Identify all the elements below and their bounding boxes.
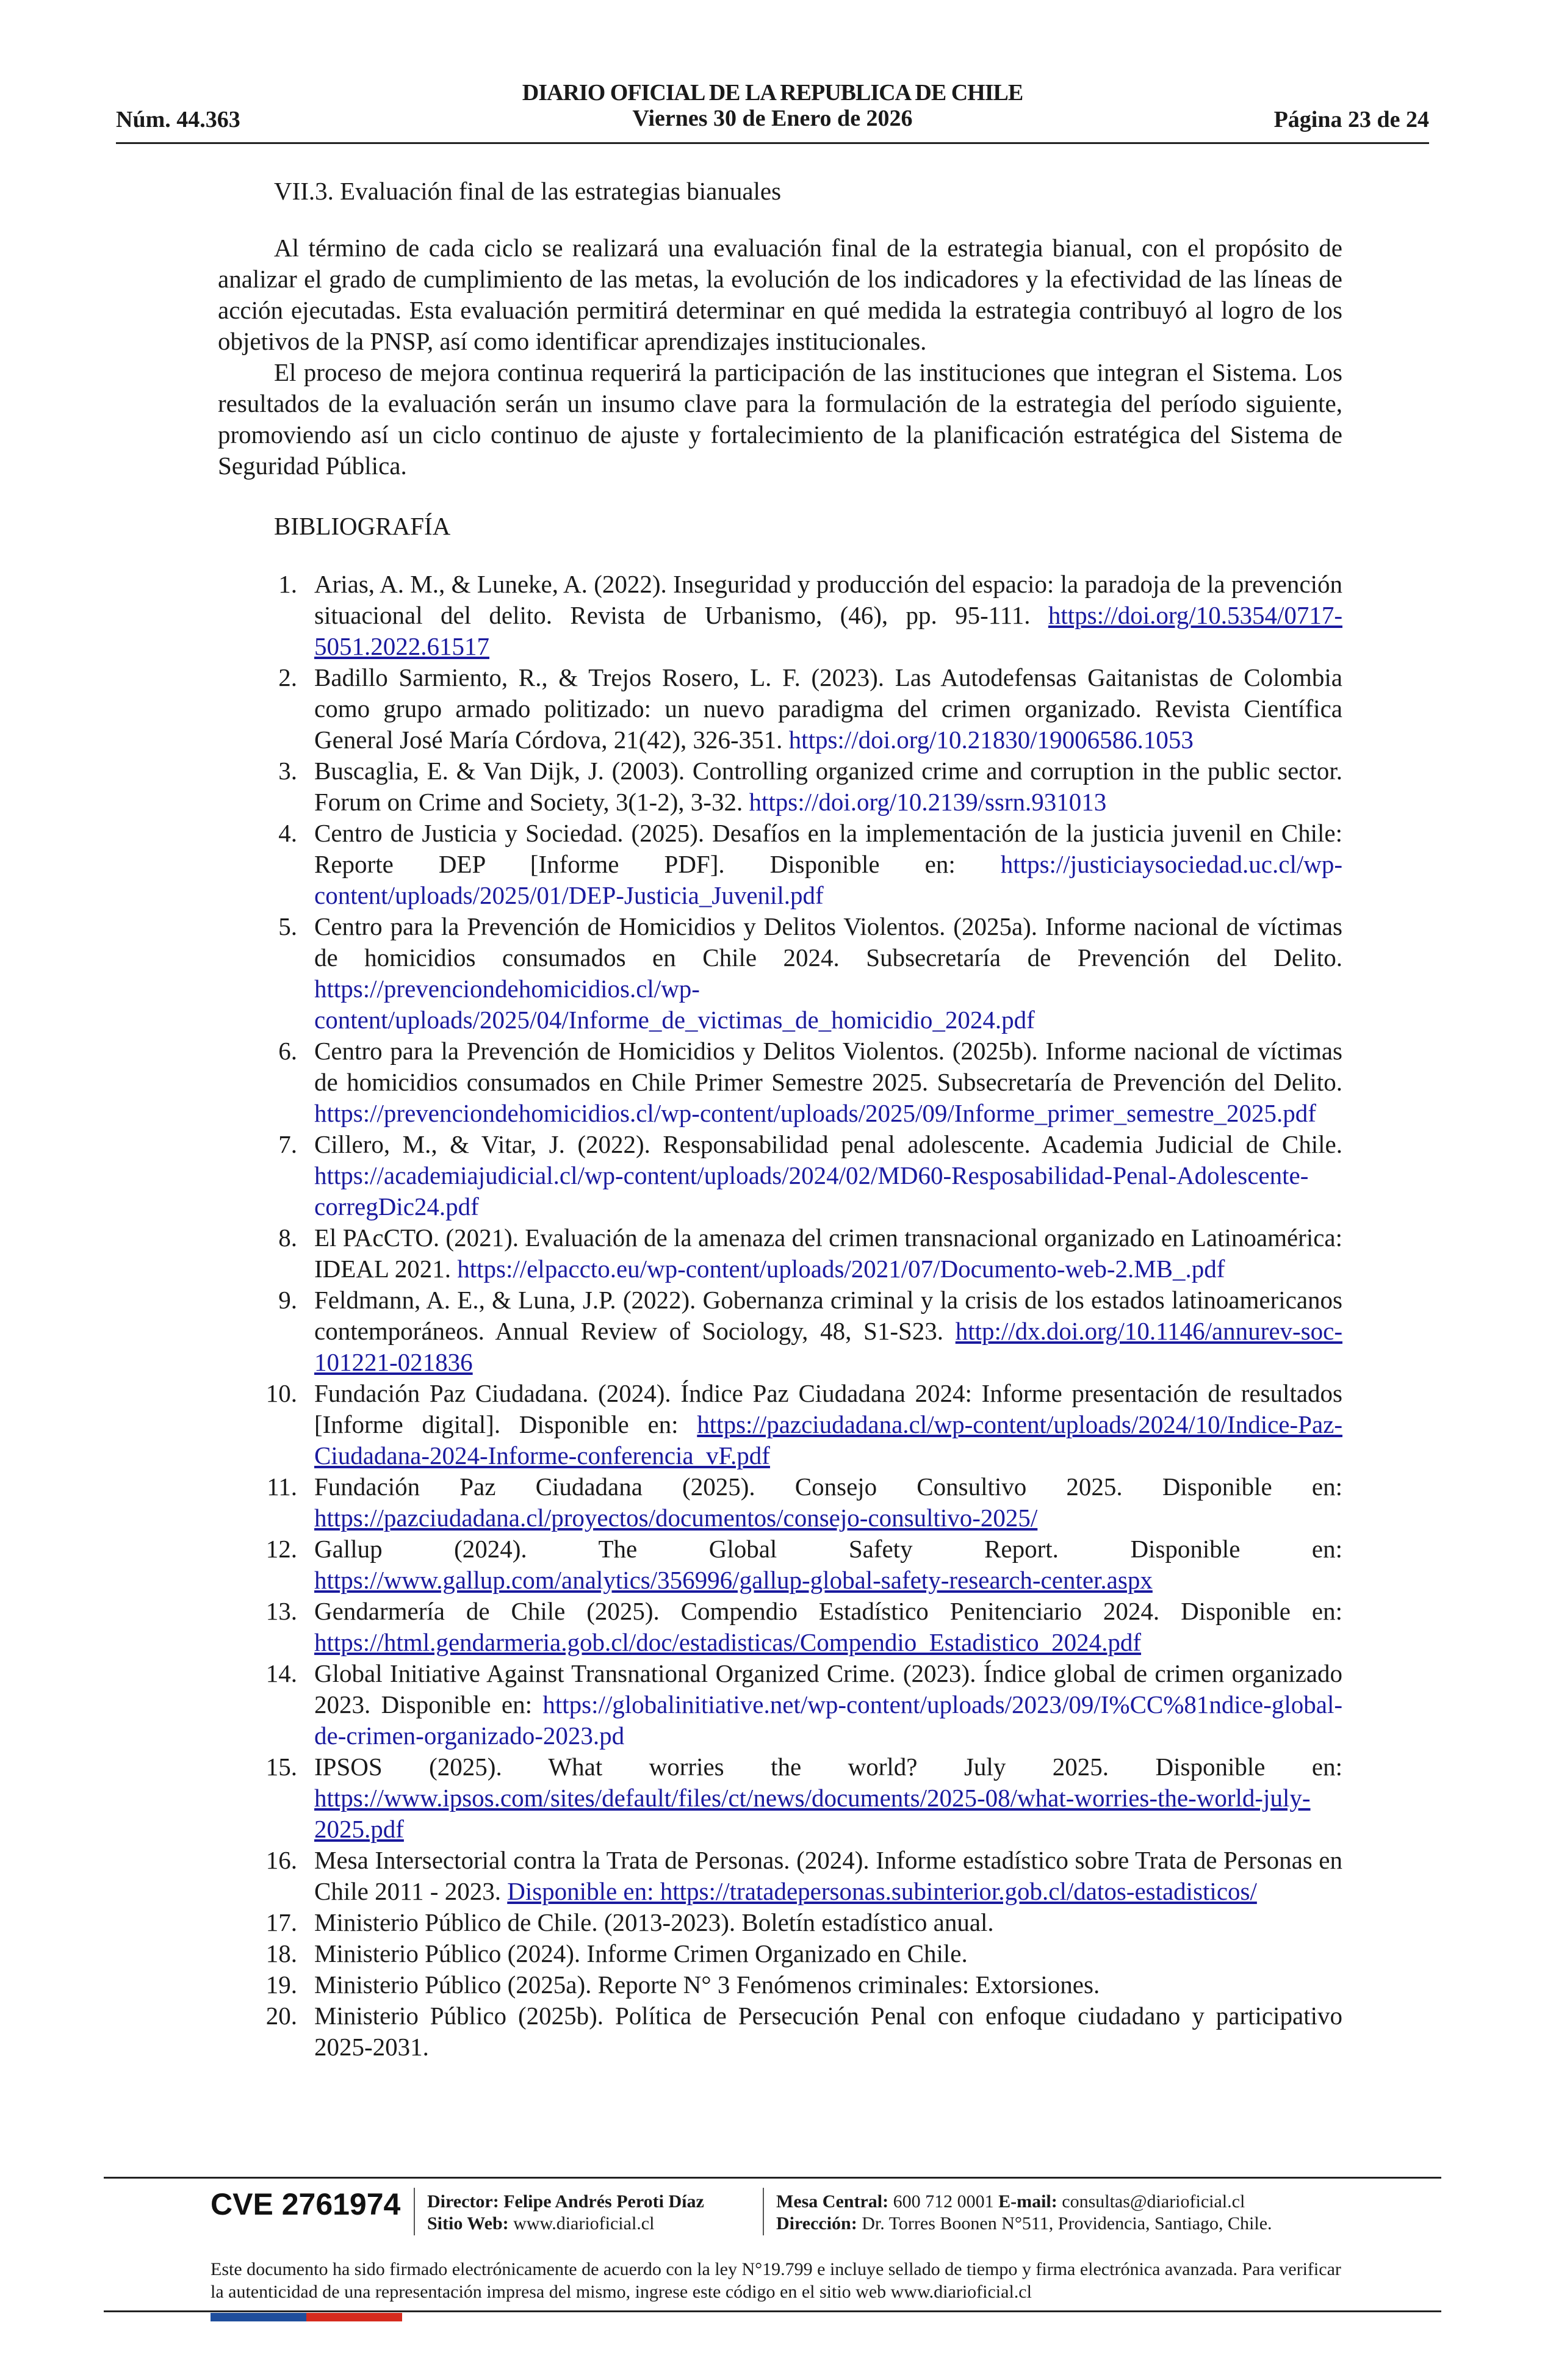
section-heading: VII.3. Evaluación final de las estrategias bianuales <box>274 177 782 205</box>
reference-text: Gallup (2024). The Global Safety Report. Disponible en: <box>314 1535 1342 1563</box>
footer-divider-top <box>104 2177 1441 2179</box>
reference-number: 4. <box>278 819 297 847</box>
reference-text: Ministerio Público (2024). Informe Crimen Organizado en Chile. <box>314 1939 968 1967</box>
reference-item <box>218 1378 1342 1471</box>
reference-item <box>218 1938 1342 1969</box>
bibliography-list <box>218 569 1342 2063</box>
reference-item <box>218 755 1342 818</box>
reference-item <box>218 1036 1342 1129</box>
reference-link[interactable]: https://html.gendarmeria.gob.cl/doc/estadisticas/Compendio_Estadistico_2024.pdf <box>314 1628 1142 1656</box>
footer-divider-bottom <box>104 2310 1441 2312</box>
reference-number: 12. <box>265 1535 297 1563</box>
reference-number: 9. <box>278 1286 297 1314</box>
reference-item <box>218 569 1342 662</box>
reference-text: IPSOS (2025). What worries the world? July 2025. Disponible en: <box>314 1753 1342 1781</box>
publication-title: DIARIO OFICIAL DE LA REPUBLICA DE CHILE <box>522 80 1023 106</box>
reference-number: 3. <box>278 757 297 785</box>
reference-text: Mesa Intersectorial contra la Trata de Personas. (2024). Informe estadístico sobre Trata de Personas en Chile 2011 - 2023. <box>314 1846 1342 1905</box>
reference-text: Gendarmería de Chile (2025). Compendio Estadístico Penitenciario 2024. Disponible en: <box>314 1597 1342 1625</box>
website-label: Sitio Web: <box>427 2213 509 2234</box>
legal-note: Este documento ha sido firmado electrónicamente de acuerdo con la ley N°19.799 e incluye sellado de tiempo y firma electrónica avanzada. Para verificar la autenticidad de una representación impresa del mismo, ingrese este código en el sitio web www.diarioficial.cl <box>211 2259 1341 2302</box>
director-label: Director: <box>427 2191 499 2212</box>
reference-link[interactable]: https://pazciudadana.cl/proyectos/documentos/consejo-consultivo-2025/ <box>314 1504 1038 1532</box>
bibliography-heading: BIBLIOGRAFÍA <box>274 512 451 540</box>
reference-link[interactable]: https://academiajudicial.cl/wp-content/uploads/2024/02/MD60-Resposabilidad-Penal-Adolescente-corregDic24.pdf <box>314 1161 1309 1221</box>
website[interactable]: www.diarioficial.cl <box>513 2213 655 2234</box>
reference-item <box>218 2000 1342 2063</box>
reference-number: 13. <box>265 1597 297 1625</box>
reference-link[interactable]: https://prevenciondehomicidios.cl/wp-content/uploads/2025/09/Informe_primer_semestre_2025.pdf <box>314 1099 1316 1127</box>
address-label: Dirección: <box>776 2213 857 2234</box>
reference-number: 20. <box>265 2002 297 2030</box>
page-number: Página 23 de 24 <box>1273 107 1429 132</box>
reference-item <box>218 1969 1342 2000</box>
reference-number: 8. <box>278 1224 297 1252</box>
email-label: E-mail: <box>998 2191 1057 2212</box>
reference-link[interactable]: https://doi.org/10.21830/19006586.1053 <box>788 726 1194 754</box>
reference-item <box>218 911 1342 1036</box>
reference-number: 10. <box>265 1379 297 1407</box>
director-name: Felipe Andrés Peroti Díaz <box>503 2191 704 2212</box>
reference-number: 7. <box>278 1130 297 1158</box>
reference-text: Ministerio Público (2025b). Política de Persecución Penal con enfoque ciudadano y participativo 2025-2031. <box>314 2002 1342 2061</box>
reference-number: 6. <box>278 1037 297 1065</box>
reference-text: Centro para la Prevención de Homicidios y Delitos Violentos. (2025a). Informe nacional de víctimas de homicidios consumados en Chile 2024. Subsecretaría de Prevención del Delito. <box>314 912 1342 972</box>
reference-number: 18. <box>265 1939 297 1967</box>
reference-link[interactable]: https://justiciaysociedad.uc.cl/wp-content/uploads/2025/01/DEP-Justicia_Juvenil.pdf <box>314 850 1342 909</box>
reference-item <box>218 1845 1342 1907</box>
footer-separator <box>414 2188 415 2235</box>
reference-link[interactable]: https://elpaccto.eu/wp-content/uploads/2021/07/Documento-web-2.MB_.pdf <box>457 1255 1225 1283</box>
flag-stripe-red <box>306 2313 402 2321</box>
footer-director-block <box>427 2191 704 2235</box>
footer-separator <box>763 2188 764 2235</box>
reference-item <box>218 662 1342 755</box>
reference-item <box>218 1534 1342 1596</box>
flag-stripe-blue <box>211 2313 306 2321</box>
paragraph: El proceso de mejora continua requerirá la participación de las instituciones que integran el Sistema. Los resultados de la evaluación serán un insumo clave para la formulación de la estrategia del período siguiente, promoviendo así un ciclo continuo de ajuste y fortalecimiento de la planificación estratégica del Sistema de Seguridad Pública. <box>218 358 1342 480</box>
reference-item <box>218 1907 1342 1938</box>
reference-number: 5. <box>278 912 297 940</box>
header-divider <box>116 142 1429 144</box>
reference-text: Centro de Justicia y Sociedad. (2025). Desafíos en la implementación de la justicia juvenil en Chile: Reporte DEP [Informe PDF]. Disponible en: <box>314 819 1342 878</box>
reference-link[interactable]: https://globalinitiative.net/wp-content/uploads/2023/09/I%CC%81ndice-global-de-crimen-organizado-2023.pd <box>314 1690 1342 1750</box>
reference-text: Fundación Paz Ciudadana. (2024). Índice Paz Ciudadana 2024: Informe presentación de resultados [Informe digital]. Disponible en: <box>314 1379 1342 1438</box>
reference-number: 16. <box>265 1846 297 1874</box>
issue-number: Núm. 44.363 <box>116 107 240 132</box>
reference-link[interactable]: https://doi.org/10.2139/ssrn.931013 <box>749 788 1107 816</box>
reference-item <box>218 1596 1342 1658</box>
reference-link[interactable]: Disponible en: https://tratadepersonas.subinterior.gob.cl/datos-estadisticos/ <box>507 1877 1257 1905</box>
reference-number: 2. <box>278 663 297 691</box>
reference-number: 15. <box>265 1753 297 1781</box>
reference-item <box>218 1471 1342 1534</box>
reference-number: 14. <box>265 1659 297 1687</box>
page-header <box>116 73 1429 144</box>
reference-text: Ministerio Público (2025a). Reporte N° 3 Fenómenos criminales: Extorsiones. <box>314 1971 1100 1999</box>
reference-text: Buscaglia, E. & Van Dijk, J. (2003). Controlling organized crime and corruption in the public sector. Forum on Crime and Society, 3(1-2), 3-32. <box>314 757 1342 816</box>
reference-item <box>218 1658 1342 1751</box>
reference-number: 11. <box>267 1473 297 1501</box>
footer-contact-block <box>776 2191 1272 2235</box>
phone: 600 712 0001 <box>893 2191 994 2212</box>
reference-link[interactable]: https://doi.org/10.5354/0717-5051.2022.61517 <box>314 601 1342 660</box>
cve-code: CVE 2761974 <box>211 2187 401 2221</box>
reference-text: El PAcCTO. (2021). Evaluación de la amenaza del crimen transnacional organizado en Latinoamérica: IDEAL 2021. <box>314 1224 1342 1283</box>
paragraph: Al término de cada ciclo se realizará una evaluación final de la estrategia bianual, con el propósito de analizar el grado de cumplimiento de las metas, la evolución de los indicadores y la efectividad de las líneas de acción ejecutadas. Esta evaluación permitirá determinar en qué medida la estrategia contribuyó al logro de los objetivos de la PNSP, así como identificar aprendizajes institucionales. <box>218 234 1342 355</box>
reference-text: Feldmann, A. E., & Luna, J.P. (2022). Gobernanza criminal y la crisis de los estados latinoamericanos contemporáneos. Annual Review of Sociology, 48, S1-S23. <box>314 1286 1342 1345</box>
reference-link[interactable]: http://dx.doi.org/10.1146/annurev-soc-101221-021836 <box>314 1317 1342 1376</box>
reference-item <box>218 1751 1342 1845</box>
reference-text: Fundación Paz Ciudadana (2025). Consejo Consultivo 2025. Disponible en: <box>314 1473 1342 1501</box>
reference-text: Badillo Sarmiento, R., & Trejos Rosero, L. F. (2023). Las Autodefensas Gaitanistas de Colombia como grupo armado politizado: un nuevo paradigma del crimen organizado. Revista Científica General José María Córdova, 21(42), 326-351. <box>314 663 1342 754</box>
reference-text: Cillero, M., & Vitar, J. (2022). Responsabilidad penal adolescente. Academia Judicial de Chile. <box>314 1130 1342 1158</box>
reference-link[interactable]: https://www.gallup.com/analytics/356996/gallup-global-safety-research-center.aspx <box>314 1566 1153 1594</box>
reference-link[interactable]: https://www.ipsos.com/sites/default/files/ct/news/documents/2025-08/what-worries-the-world-july-2025.pdf <box>314 1784 1311 1843</box>
phone-label: Mesa Central: <box>776 2191 889 2212</box>
address: Dr. Torres Boonen N°511, Providencia, Santiago, Chile. <box>862 2213 1272 2234</box>
document-body <box>218 176 1342 2063</box>
reference-link[interactable]: https://pazciudadana.cl/wp-content/uploads/2024/10/Indice-Paz-Ciudadana-2024-Informe-conferencia_vF.pdf <box>314 1410 1342 1469</box>
reference-link[interactable]: https://prevenciondehomicidios.cl/wp-content/uploads/2025/04/Informe_de_victimas_de_homicidio_2024.pdf <box>314 975 1035 1034</box>
reference-text: Arias, A. M., & Luneke, A. (2022). Inseguridad y producción del espacio: la paradoja de la prevención situacional del delito. Revista de Urbanismo, (46), pp. 95-111. <box>314 570 1342 629</box>
reference-text: Global Initiative Against Transnational Organized Crime. (2023). Índice global de crimen organizado 2023. Disponible en: <box>314 1659 1342 1718</box>
reference-item <box>218 1129 1342 1222</box>
reference-number: 17. <box>265 1908 297 1936</box>
reference-text: Ministerio Público de Chile. (2013-2023). Boletín estadístico anual. <box>314 1908 994 1936</box>
reference-text: Centro para la Prevención de Homicidios y Delitos Violentos. (2025b). Informe nacional de víctimas de homicidios consumados en Chile Primer Semestre 2025. Subsecretaría de Prevención del Delito. <box>314 1037 1342 1096</box>
reference-item <box>218 818 1342 911</box>
reference-number: 19. <box>265 1971 297 1999</box>
email[interactable]: consultas@diarioficial.cl <box>1062 2191 1245 2212</box>
reference-item <box>218 1222 1342 1285</box>
reference-number: 1. <box>278 570 297 598</box>
issue-date: Viernes 30 de Enero de 2026 <box>632 106 913 131</box>
reference-item <box>218 1285 1342 1378</box>
